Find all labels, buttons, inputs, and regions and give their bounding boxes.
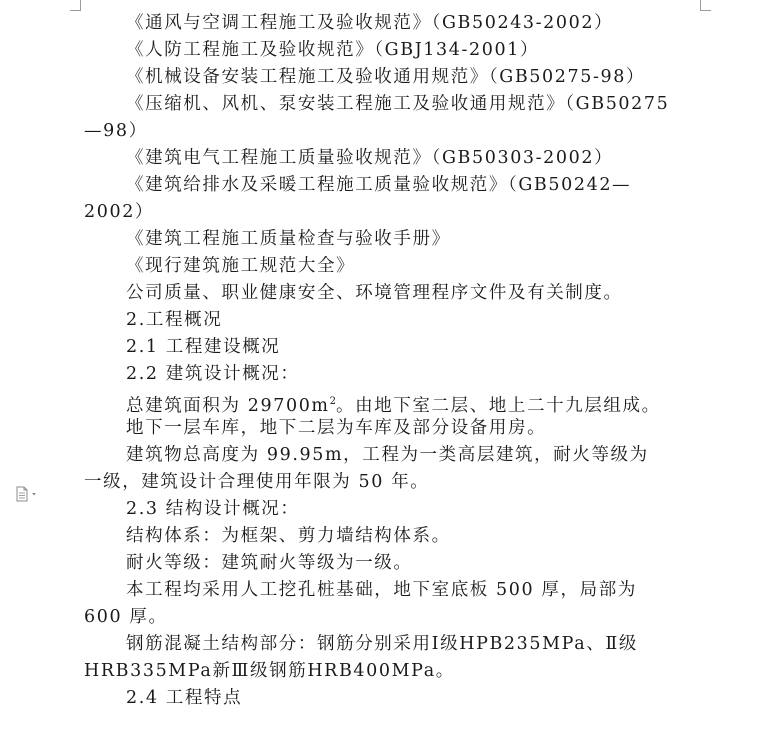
reference-line: 《建筑工程施工质量检查与验收手册》 [126, 229, 451, 249]
reference-line-continuation: —98） [84, 121, 148, 141]
section-heading: 2.工程概况 [126, 310, 223, 330]
reference-line: 《通风与空调工程施工及验收规范》（GB50243-2002） [126, 13, 614, 33]
area-text-before: 总建筑面积为 29700m [126, 396, 330, 416]
body-text-line: 公司质量、职业健康安全、环境管理程序文件及有关制度。 [126, 283, 623, 303]
reference-line: 《机械设备安装工程施工及验收通用规范》（GB50275-98） [126, 67, 646, 87]
body-text-line-continuation: 600 厚。 [84, 607, 168, 627]
area-superscript: 2 [329, 396, 337, 407]
chevron-down-icon [32, 493, 36, 496]
body-text-line: 耐火等级：建筑耐火等级为一级。 [126, 553, 413, 573]
page-corner-mark-left [70, 0, 81, 11]
reference-line: 《现行建筑施工规范大全》 [126, 256, 356, 276]
reference-line-continuation: 2002） [84, 202, 155, 222]
body-text-line: 本工程均采用人工挖孔桩基础，地下室底板 500 厚，局部为 [126, 580, 637, 600]
body-text-line: 地下一层车库，地下二层为车库及部分设备用房。 [126, 418, 547, 438]
body-text-line: 建筑物总高度为 99.95m，工程为一类高层建筑，耐火等级为 [126, 445, 649, 465]
subsection-heading: 2.4 工程特点 [126, 688, 243, 708]
body-text-line: 结构体系：为框架、剪力墙结构体系。 [126, 526, 451, 546]
area-text-line [84, 388, 696, 415]
document-body[interactable] [84, 10, 696, 712]
reference-line: 《建筑电气工程施工质量验收规范》（GB50303-2002） [126, 148, 614, 168]
document-icon [14, 486, 40, 502]
subsection-heading: 2.2 建筑设计概况： [126, 364, 300, 384]
subsection-heading: 2.1 工程建设概况 [126, 337, 281, 357]
paragraph-options-button[interactable] [14, 486, 40, 502]
body-text-line-continuation: 一级，建筑设计合理使用年限为 50 年。 [84, 472, 430, 492]
page-corner-mark-right [700, 0, 711, 11]
reference-line: 《人防工程施工及验收规范》（GBJ134-2001） [126, 40, 540, 60]
subsection-heading: 2.3 结构设计概况： [126, 499, 300, 519]
area-text-after: 。由地下室二层、地上二十九层组成。 [336, 396, 661, 416]
reference-line: 《建筑给排水及采暖工程施工质量验收规范》（GB50242— [126, 175, 632, 195]
body-text-line-continuation: HRB335MPa新Ⅲ级钢筋HRB400MPa。 [84, 661, 455, 681]
body-text-line: 钢筋混凝土结构部分：钢筋分别采用Ⅰ级HPB235MPa、Ⅱ级 [126, 634, 638, 654]
reference-line: 《压缩机、风机、泵安装工程施工及验收通用规范》（GB50275 [126, 94, 670, 114]
